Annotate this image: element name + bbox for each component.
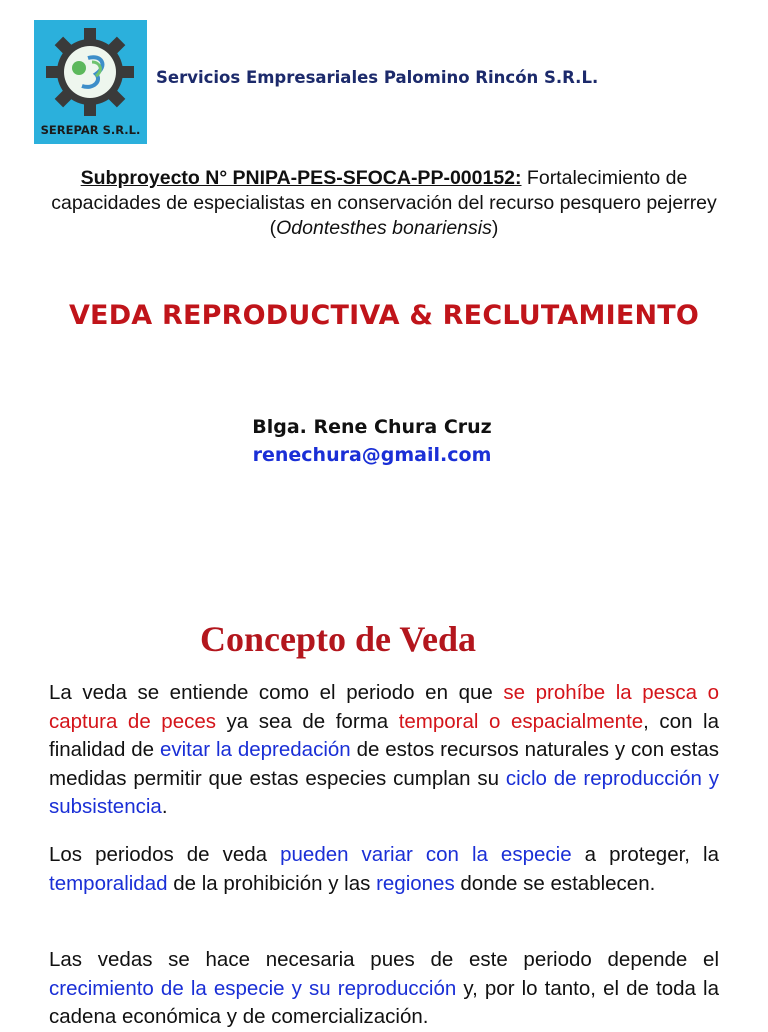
highlight-red: temporal o espacialmente: [398, 709, 644, 733]
para-text: y, por lo tanto, el de toda la cadena económica y de comercialización.: [49, 976, 719, 1028]
para-text: donde se establecen.: [454, 871, 656, 895]
paragraph-periods: [49, 841, 719, 898]
section-heading: Concepto de Veda: [199, 619, 477, 659]
highlight-blue: crecimiento de la especie y su reproducción: [49, 976, 457, 1000]
subproject-text: Fortalecimiento de capacidades de especialistas en conservación del recurso pesquero pejerrey (: [51, 167, 717, 239]
author-email[interactable]: renechura@gmail.com: [252, 444, 492, 466]
para-text: Las vedas se hace necesaria pues de este periodo depende el: [49, 948, 719, 971]
paragraph-necessity: [49, 946, 719, 1032]
para-text: Los periodos de veda: [49, 843, 281, 866]
highlight-blue: regiones: [376, 871, 455, 895]
para-text: .: [161, 795, 168, 818]
para-text: a proteger, la: [571, 843, 719, 866]
subproject-description: [40, 166, 728, 241]
highlight-red: se prohíbe la pesca o captura de peces: [49, 681, 719, 733]
organization-name: Servicios Empresariales Palomino Rincón S.R.L.: [156, 68, 599, 87]
author-name: Blga. Rene Chura Cruz: [252, 416, 492, 438]
highlight-blue: temporalidad: [49, 871, 168, 895]
highlight-blue: evitar la depredación: [159, 738, 351, 761]
para-text: de estos recursos naturales y con estas medidas permitir que estas especies cumplan su: [49, 738, 719, 790]
species-name: Odontesthes bonariensis: [276, 217, 492, 239]
document-title: VEDA REPRODUCTIVA & RECLUTAMIENTO: [68, 300, 700, 331]
subproject-code: Subproyecto N° PNIPA-PES-SFOCA-PP-000152:: [80, 167, 522, 189]
para-text: de la prohibición y las: [167, 871, 377, 895]
highlight-blue: pueden variar con la especie: [280, 843, 572, 866]
serepar-logo: [34, 20, 147, 144]
logo-text: SEREPAR S.R.L.: [40, 123, 141, 137]
para-text: La veda se entiende como el periodo en que: [49, 681, 504, 704]
paragraph-definition: [49, 679, 719, 822]
highlight-blue: ciclo de reproducción y subsistencia: [49, 766, 719, 818]
para-text: ya sea de forma: [216, 709, 399, 733]
para-text: , con la finalidad de: [49, 709, 719, 761]
subproject-text-end: ): [491, 217, 499, 239]
